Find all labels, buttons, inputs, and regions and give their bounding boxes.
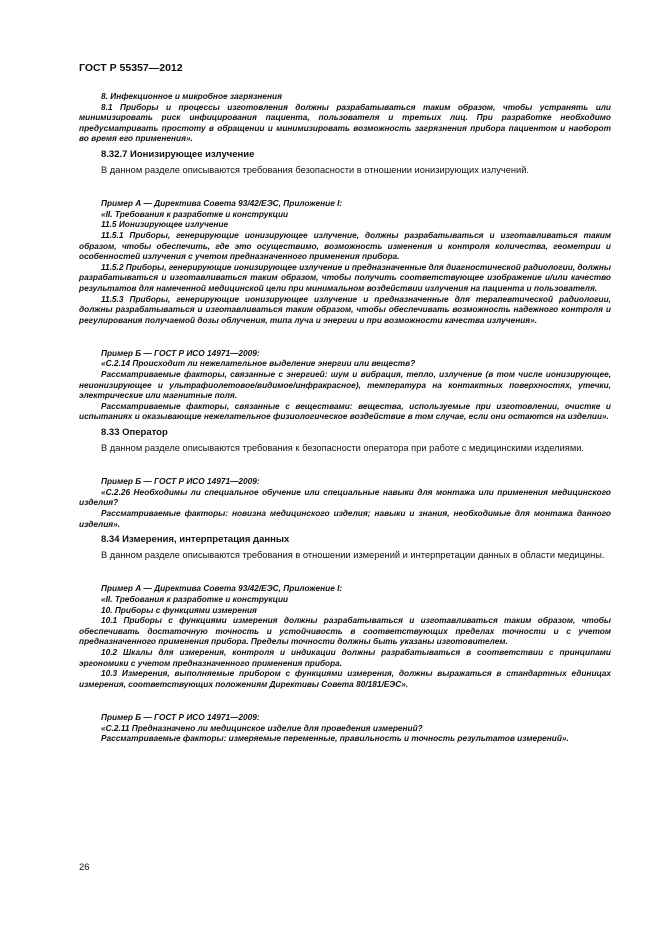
paragraph: 10.3 Измерения, выполняемые прибором с функциями измерения, должны выражаться в стандартных единицах измерения, соответствующих положениям Директивы Совета 80/181/ЕЭС».: [79, 668, 611, 689]
paragraph: В данном разделе описываются требования безопасности в отношении ионизирующих излучений.: [101, 164, 530, 175]
section-heading: 8.32.7 Ионизирующее излучение: [101, 148, 255, 160]
paragraph: 10.2 Шкалы для измерения, контроля и индикации должны разрабатываться в соответствии с принципами эргономики с учетом предназначенного применения прибора.: [79, 646, 611, 668]
paragraph: 10. Приборы с функциями измерения: [101, 604, 257, 615]
spacer: [79, 334, 611, 340]
spacer: [79, 569, 611, 575]
paragraph: Рассматриваемые факторы, связанные с веществами: вещества, используемые при изготовлении, очистке и испытаниях и оказывающие нежелательное физиологическое воздействие в том случае, если они остаются на изделии».: [79, 400, 611, 422]
spacer: [79, 698, 611, 704]
paragraph: Рассматриваемые факторы: измеряемые переменные, правильность и точность результатов измерений».: [101, 733, 569, 744]
paragraph: «С.2.11 Предназначено ли медицинское изделие для проведения измерений?: [101, 722, 423, 733]
paragraph: Пример Б — ГОСТ Р ИСО 14971—2009:: [101, 711, 260, 722]
paragraph: 11.5 Ионизирующее излучение: [101, 219, 229, 230]
document-header: ГОСТ Р 55357—2012: [79, 62, 183, 74]
paragraph: 10.1 Приборы с функциями измерения должны разрабатываться и изготавливаться таким образом, чтобы обеспечивать достаточную точность и устойчивость в соответствующих пределах точности и с учетом предназначенного применения прибора. Пределы точности должны быть указаны изготовителем.: [79, 615, 611, 647]
paragraph: 11.5.1 Приборы, генерирующие ионизирующее излучение, должны разрабатываться и изготавливаться таким образом, чтобы обеспечить, где это осуществимо, возможность изменения и контроля количества, геометрии и особенностей излучения с учетом предназначенного применения прибора.: [79, 229, 611, 262]
paragraph: 11.5.2 Приборы, генерирующие ионизирующее излучение и предназначенные для диагностической радиологии, должны разрабатываться и изготавливаться таким образом, чтобы получить соответствующее изображение и/или качество результатов для намеченной медицинской цели при минимальном воздействии излучения на пациента и пользователя.: [79, 261, 611, 293]
paragraph: 8.1 Приборы и процессы изготовления должны разрабатываться таким образом, чтобы устранять или минимизировать риск инфицирования пациента, пользователя и третьих лиц. При разработке необходимо предусматривать простоту в обращении и минимизировать возможность загрязнения прибора пациентом и наоборот во время его применения».: [79, 101, 611, 144]
paragraph: Пример Б — ГОСТ Р ИСО 14971—2009:: [101, 476, 260, 487]
paragraph: «II. Требования к разработке и конструкции: [101, 593, 289, 604]
paragraph: Пример А — Директива Совета 93/42/ЕЭС, Приложение I:: [101, 198, 343, 209]
paragraph: 8. Инфекционное и микробное загрязнения: [101, 91, 282, 101]
paragraph: Пример А — Директива Совета 93/42/ЕЭС, Приложение I:: [101, 583, 343, 594]
paragraph: Рассматриваемые факторы: новизна медицинского изделия; навыки и знания, необходимые для монтажа данного изделия».: [79, 508, 611, 529]
paragraph: «II. Требования к разработке и конструкции: [101, 208, 289, 219]
paragraph: «С.2.14 Происходит ли нежелательное выделение энергии или веществ?: [101, 358, 416, 369]
spacer: [79, 184, 611, 190]
paragraph: Пример Б — ГОСТ Р ИСО 14971—2009:: [101, 347, 260, 358]
section-heading: 8.34 Измерения, интерпретация данных: [101, 534, 290, 546]
paragraph: 11.5.3 Приборы, генерирующие ионизирующее излучение и предназначенные для терапевтической радиологии, должны разрабатываться и изготавливаться таким образом, чтобы обеспечивать возможность надежного контроля и регулирования получаемой дозы облучения, типа луча и энергии и при возможности качества излучения».: [79, 293, 611, 325]
document-body: [79, 91, 611, 744]
page-number: 26: [79, 862, 90, 873]
paragraph: В данном разделе описываются требования к безопасности оператора при работе с медицинскими изделиями.: [101, 442, 584, 453]
spacer: [79, 462, 611, 468]
section-heading: 8.33 Оператор: [101, 427, 168, 439]
paragraph: Рассматриваемые факторы, связанные с энергией: шум и вибрация, тепло, излучение (в том числе ионизирующее, неионизирующее и ультрафиолетовое/видимое/инфракрасное), температура на контактных поверхностях, утечки, электрические или магнитные поля.: [79, 369, 611, 401]
paragraph: «С.2.26 Необходимы ли специальное обучение или специальные навыки для монтажа или применения медицинского изделия?: [79, 486, 611, 508]
paragraph: В данном разделе описываются требования в отношении измерений и интерпретации данных в области медицины.: [101, 549, 605, 560]
